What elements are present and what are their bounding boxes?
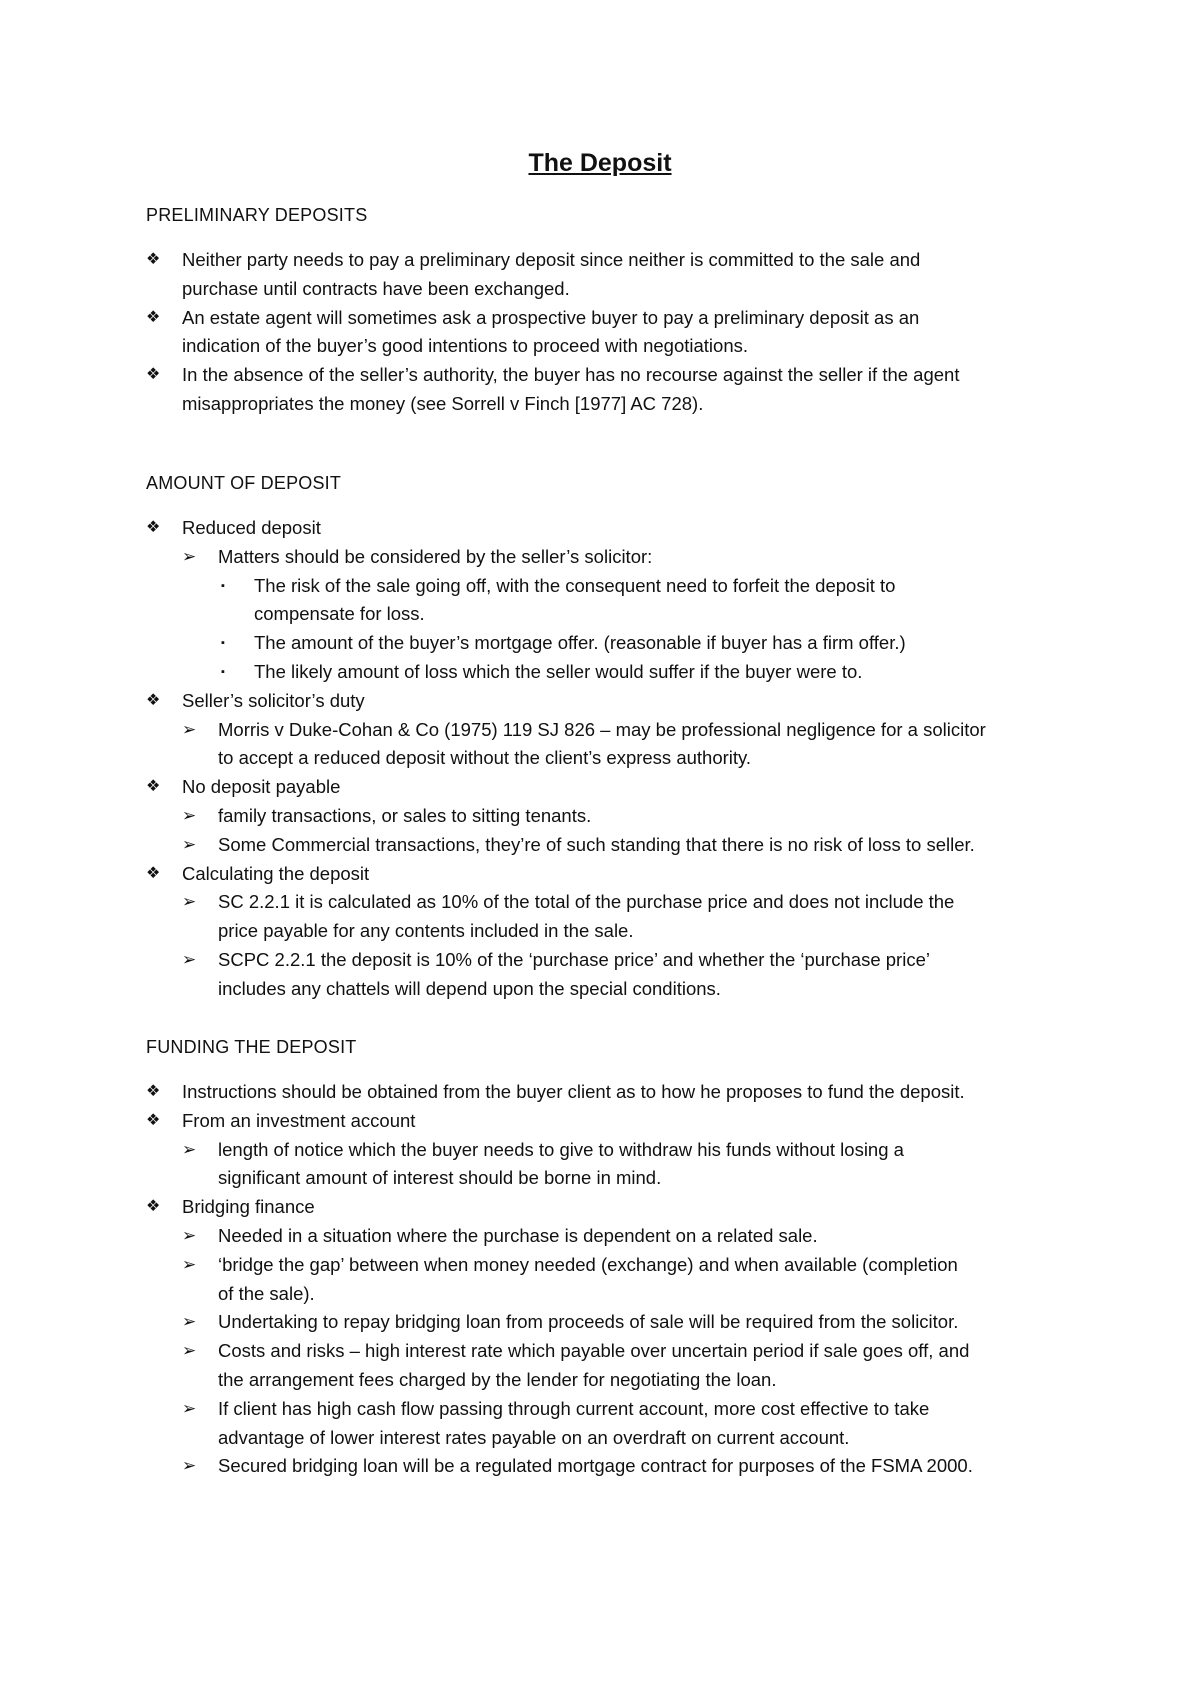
list-item [182,1222,818,1251]
list-item-text: the arrangement fees charged by the lender for negotiating the loan. [218,1368,777,1390]
arrow-bullet-icon: ➢ [182,1139,197,1159]
diamond-bullet-icon: ❖ [146,308,161,326]
arrow-bullet-icon: ➢ [182,1341,197,1361]
list-item-text: The amount of the buyer’s mortgage offer. (reasonable if buyer has a firm offer.) [254,632,906,654]
list-item [146,304,920,362]
square-bullet-icon: ▪ [221,637,225,650]
list-item-text: Bridging finance [182,1196,315,1218]
list-item-text: Reduced deposit [182,517,321,538]
list-item [182,888,955,946]
list-item-text: purchase until contracts have been exchanged. [182,277,570,299]
list-item-text: Costs and risks – high interest rate which payable over uncertain period if sale goes off, and [218,1340,970,1362]
list-item-text: No deposit payable [182,776,341,798]
list-item-text: misappropriates the money (see Sorrell v Finch [1977] AC 728). [182,392,704,414]
section-heading: FUNDING THE DEPOSIT [146,1037,357,1057]
list-item [146,246,921,304]
list-item [182,1251,958,1309]
list-item-text: Matters should be considered by the seller’s solicitor: [218,545,653,567]
diamond-bullet-icon: ❖ [146,778,161,796]
page-title: The Deposit [528,149,672,177]
list-item-text: The risk of the sale going off, with the consequent need to forfeit the deposit to [254,574,896,596]
list-item-text: If client has high cash flow passing through current account, more cost effective to take [218,1397,930,1419]
list-item [182,1308,959,1337]
list-item [146,514,321,543]
list-item-text: The likely amount of loss which the seller would suffer if the buyer were to. [254,661,863,682]
list-item-text: family transactions, or sales to sitting tenants. [218,805,592,826]
list-item-text: In the absence of the seller’s authority, the buyer has no recourse against the seller if the agent [182,364,960,386]
list-item-text: length of notice which the buyer needs to give to withdraw his funds without losing a [218,1138,904,1160]
list-item [182,1395,930,1453]
list-item [182,543,653,572]
list-item [146,1193,315,1222]
arrow-bullet-icon: ➢ [182,546,197,566]
list-item-text: Seller’s solicitor’s duty [182,689,365,711]
diamond-bullet-icon: ❖ [146,366,161,384]
list-item-text: indication of the buyer’s good intentions to proceed with negotiations. [182,335,749,357]
list-item-text: advantage of lower interest rates payable on an overdraft on current account. [218,1426,850,1448]
list-item-text: significant amount of interest should be borne in mind. [218,1167,662,1189]
list-item-text: Morris v Duke-Cohan & Co (1975) 119 SJ 826 – may be professional negligence for a solicitor [218,718,986,740]
arrow-bullet-icon: ➢ [182,892,197,912]
list-item-text: ‘bridge the gap’ between when money needed (exchange) and when available (completion [218,1253,958,1275]
list-item-text: From an investment account [182,1109,416,1131]
list-item [182,1337,970,1395]
arrow-bullet-icon: ➢ [182,806,197,825]
list-item-text: of the sale). [218,1282,315,1304]
diamond-bullet-icon: ❖ [146,1083,161,1100]
list-item-text: An estate agent will sometimes ask a prospective buyer to pay a preliminary deposit as an [182,306,920,328]
list-item [221,572,896,630]
list-item [146,687,365,716]
list-item-text: Calculating the deposit [182,862,370,884]
list-item-text: Instructions should be obtained from the buyer client as to how he proposes to fund the deposit. [182,1081,965,1102]
list-item [221,629,906,658]
section-heading: PRELIMINARY DEPOSITS [146,205,368,225]
arrow-bullet-icon: ➢ [182,1312,197,1332]
arrow-bullet-icon: ➢ [182,1254,197,1274]
list-item-text: SC 2.2.1 it is calculated as 10% of the total of the purchase price and does not include the [218,891,955,913]
diamond-bullet-icon: ❖ [146,864,161,882]
list-item [146,361,960,419]
list-item [146,1078,965,1107]
list-item [182,831,975,860]
list-item [146,773,341,802]
arrow-bullet-icon: ➢ [182,1226,197,1245]
list-item-text: Needed in a situation where the purchase is dependent on a related sale. [218,1225,818,1246]
list-item-text: includes any chattels will depend upon the special conditions. [218,977,721,999]
list-item-text: SCPC 2.2.1 the deposit is 10% of the ‘purchase price’ and whether the ‘purchase price’ [218,949,930,970]
diamond-bullet-icon: ❖ [146,1111,161,1129]
list-item-text: Undertaking to repay bridging loan from proceeds of sale will be required from the solicitor. [218,1311,959,1333]
arrow-bullet-icon: ➢ [182,719,197,739]
diamond-bullet-icon: ❖ [146,1198,161,1216]
square-bullet-icon: ▪ [221,666,225,678]
square-bullet-icon: ▪ [221,579,225,592]
diamond-bullet-icon: ❖ [146,251,161,268]
list-item-text: Secured bridging loan will be a regulated mortgage contract for purposes of the FSMA 2000. [218,1455,973,1477]
list-item [182,716,986,774]
list-item-text: price payable for any contents included in the sale. [218,920,634,942]
section-heading: AMOUNT OF DEPOSIT [146,473,342,493]
list-item [182,1452,973,1481]
list-item [146,860,370,889]
arrow-bullet-icon: ➢ [182,834,197,854]
list-item [182,946,930,1004]
list-item [221,658,863,687]
diamond-bullet-icon: ❖ [146,691,161,709]
list-item-text: Some Commercial transactions, they’re of such standing that there is no risk of loss to seller. [218,833,975,855]
arrow-bullet-icon: ➢ [182,1398,197,1418]
list-item [146,1107,416,1136]
list-item [182,802,592,831]
arrow-bullet-icon: ➢ [182,1456,197,1476]
list-item-text: compensate for loss. [254,603,425,625]
list-item-text: to accept a reduced deposit without the client’s express authority. [218,747,752,769]
list-item [182,1136,904,1194]
list-item-text: Neither party needs to pay a preliminary deposit since neither is committed to the sale and [182,249,921,270]
arrow-bullet-icon: ➢ [182,950,197,969]
diamond-bullet-icon: ❖ [146,519,161,536]
